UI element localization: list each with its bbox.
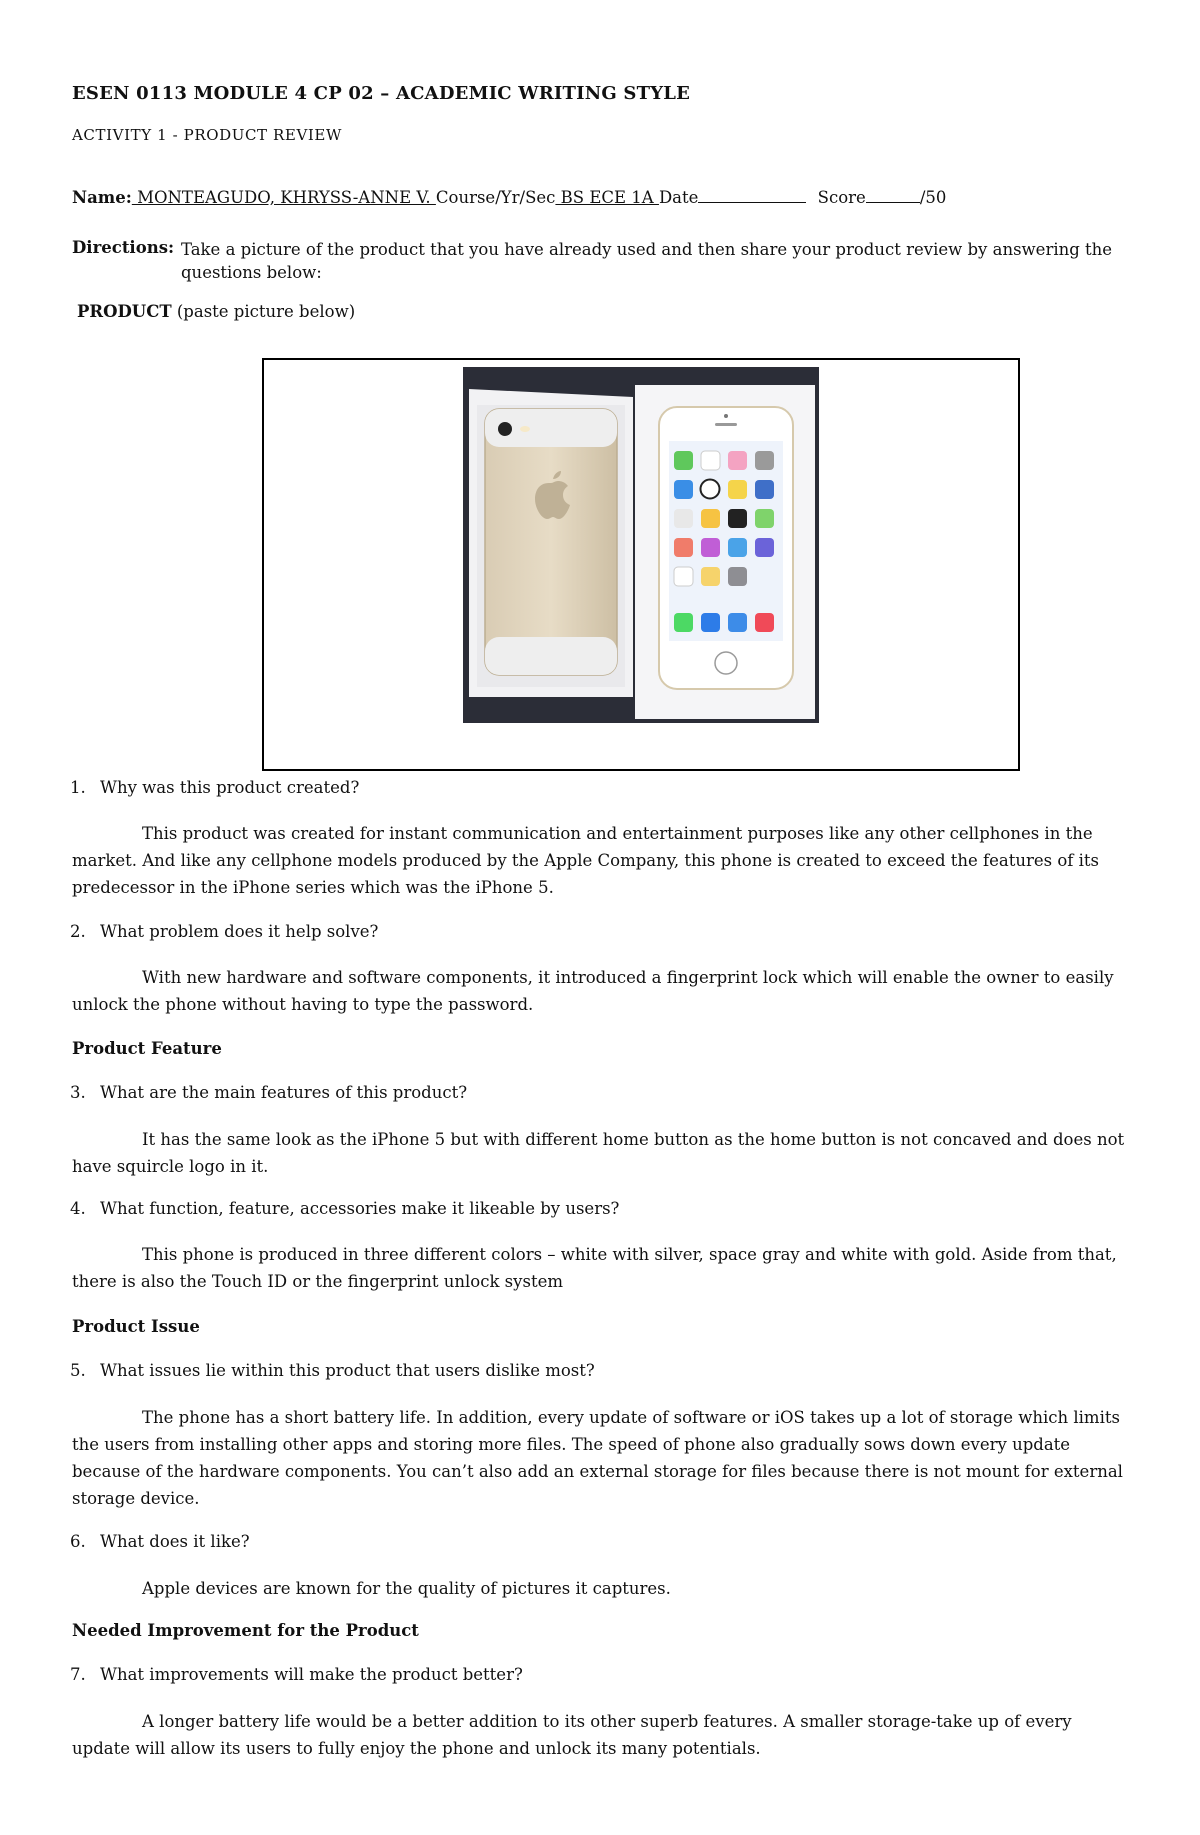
question-6-number: 6.: [70, 1532, 86, 1551]
directions-label: Directions:: [72, 238, 175, 257]
answer-3: It has the same look as the iPhone 5 but with different home button as the home button is not concaved and does not have squircle logo in it.: [72, 1130, 1125, 1176]
answer-5: The phone has a short battery life. In addition, every update of software or iOS takes up a lot of storage which limits the users from installing other apps and storing more files. The speed of phone also gradually sows down every update because of the hardware components. You can’t also add an external storage for files because there is not mount for external storage device.: [72, 1408, 1123, 1508]
document-title: ESEN 0113 MODULE 4 CP 02 – ACADEMIC WRITING STYLE: [72, 83, 691, 104]
question-7-text: What improvements will make the product better?: [100, 1665, 523, 1684]
question-2-number: 2.: [70, 922, 86, 941]
score-label: Score: [817, 188, 866, 207]
question-1-text: Why was this product created?: [100, 778, 360, 797]
score-suffix: /50: [919, 188, 947, 207]
course-value: BS ECE 1A: [555, 188, 659, 207]
activity-title: ACTIVITY 1 - PRODUCT REVIEW: [72, 126, 342, 144]
student-info-line: [72, 187, 946, 207]
product-label-rest: (paste picture below): [171, 302, 356, 321]
date-blank: [698, 187, 806, 203]
answer-6: Apple devices are known for the quality of pictures it captures.: [142, 1579, 671, 1598]
score-blank: [866, 187, 920, 203]
name-value: MONTEAGUDO, KHRYSS-ANNE V.: [131, 188, 436, 207]
date-label: Date: [658, 188, 699, 207]
question-4-text: What function, feature, accessories make it likeable by users?: [100, 1199, 620, 1218]
product-label-bold: PRODUCT: [77, 302, 172, 321]
question-3-number: 3.: [70, 1083, 86, 1102]
answer-2: With new hardware and software components, it introduced a fingerprint lock which will enable the owner to easily unlock the phone without having to type the password.: [72, 968, 1114, 1014]
section-needed-improvement: Needed Improvement for the Product: [72, 1621, 419, 1640]
product-photo: [463, 367, 819, 723]
course-label: Course/Yr/Sec: [435, 188, 556, 207]
question-3-text: What are the main features of this product?: [100, 1083, 468, 1102]
question-4-number: 4.: [70, 1199, 86, 1218]
product-label: [77, 302, 355, 321]
question-6-text: What does it like?: [100, 1532, 250, 1551]
name-label: Name:: [72, 188, 132, 207]
iphone-product-illustration: [463, 367, 819, 723]
question-1-number: 1.: [70, 778, 86, 797]
question-5-number: 5.: [70, 1361, 86, 1380]
answer-4: This phone is produced in three different colors – white with silver, space gray and white with gold. Aside from that, there is also the Touch ID or the fingerprint unlock system: [72, 1245, 1117, 1291]
answer-1: This product was created for instant communication and entertainment purposes like any other cellphones in the market. And like any cellphone models produced by the Apple Company, this phone is created to exceed the features of its predecessor in the iPhone series which was the iPhone 5.: [72, 824, 1100, 897]
section-product-issue: Product Issue: [72, 1317, 200, 1336]
question-5-text: What issues lie within this product that users dislike most?: [100, 1361, 595, 1380]
phone-back-icon: [485, 409, 617, 675]
section-product-feature: Product Feature: [72, 1039, 222, 1058]
question-7-number: 7.: [70, 1665, 86, 1684]
answer-7: A longer battery life would be a better addition to its other superb features. A smaller storage-take up of every update will allow its users to fully enjoy the phone and unlock its many potentials.: [72, 1712, 1072, 1758]
question-2-text: What problem does it help solve?: [100, 922, 379, 941]
directions-text: Take a picture of the product that you have already used and then share your product review by answering the questions below:: [181, 240, 1113, 282]
